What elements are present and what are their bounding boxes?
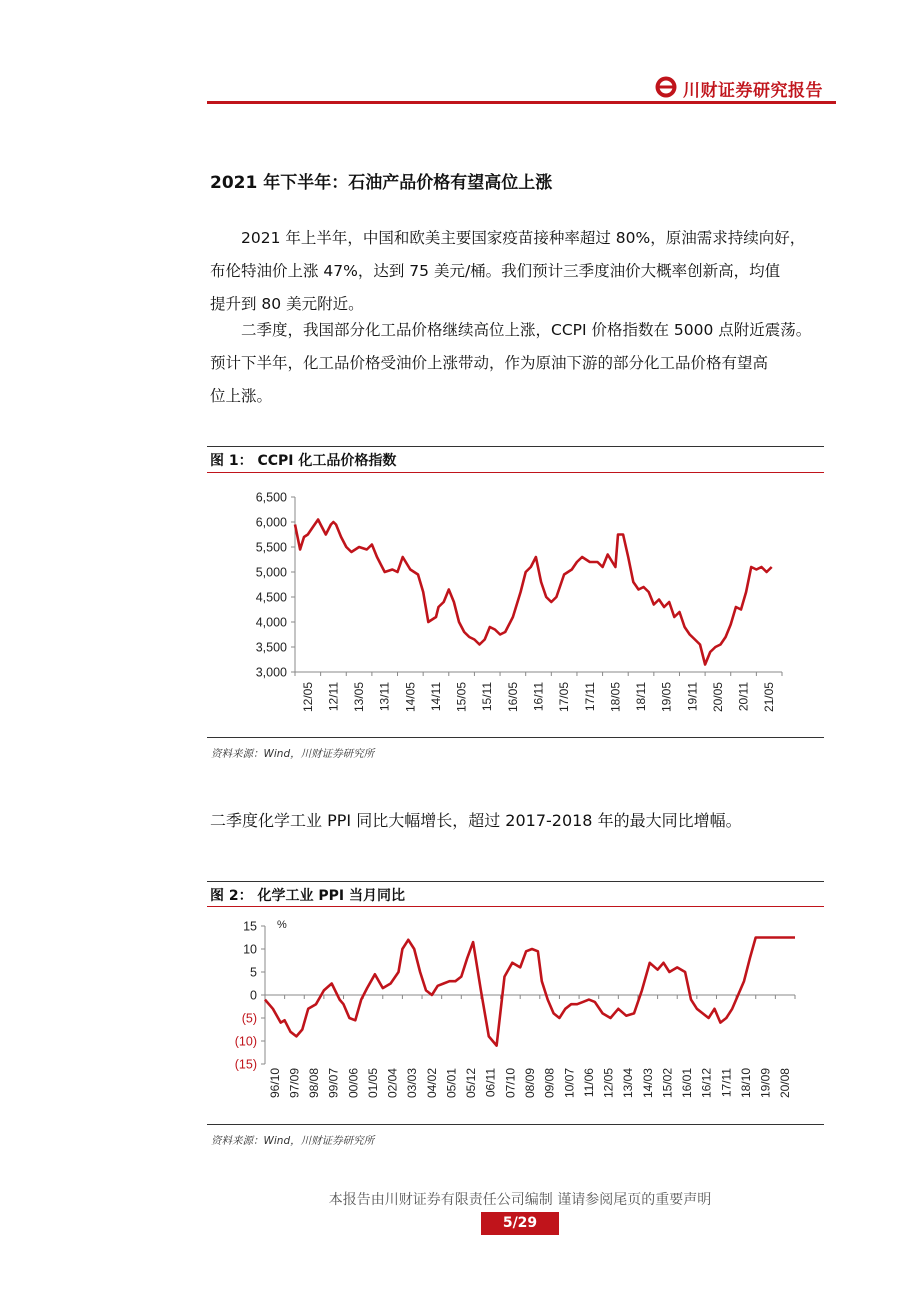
x-tick-label: 19/05 <box>659 682 674 713</box>
x-tick-label: 97/09 <box>287 1068 302 1099</box>
paragraph-line: 预计下半年，化工品价格受油价上涨带动，作为原油下游的部分化工品价格有望高 <box>210 354 769 372</box>
x-tick-label: 15/02 <box>660 1068 675 1099</box>
y-tick-label: (10) <box>234 1034 257 1049</box>
series-line <box>265 938 795 1046</box>
x-tick-label: 15/05 <box>454 682 469 713</box>
ccpi-chart <box>207 480 824 730</box>
y-tick-label: 3,000 <box>255 665 287 680</box>
x-tick-label: 10/07 <box>562 1068 577 1099</box>
x-tick-label: 14/05 <box>403 682 418 713</box>
figure-1-top-rule <box>207 446 824 447</box>
x-tick-label: 13/11 <box>377 682 392 712</box>
y-tick-label: 5,500 <box>255 540 287 555</box>
x-tick-label: 00/06 <box>346 1068 361 1099</box>
y-tick-label: 4,500 <box>255 590 287 605</box>
x-tick-label: 05/01 <box>444 1068 459 1099</box>
paragraph-line: 位上涨。 <box>210 387 273 405</box>
x-tick-label: 17/11 <box>719 1068 734 1098</box>
paragraph-line: 2021 年上半年，中国和欧美主要国家疫苗接种率超过 80%，原油需求持续向好， <box>241 229 806 247</box>
x-tick-label: 04/02 <box>424 1068 439 1099</box>
x-tick-label: 98/08 <box>307 1068 322 1099</box>
x-tick-label: 02/04 <box>385 1068 400 1099</box>
x-tick-label: 13/04 <box>621 1068 636 1099</box>
paragraph-line: 布伦特油价上涨 47%，达到 75 美元/桶。我们预计三季度油价大概率创新高，均值 <box>210 262 781 280</box>
y-tick-label: 5,000 <box>255 565 287 580</box>
x-tick-label: 13/05 <box>352 682 367 713</box>
x-tick-label: 11/06 <box>581 1068 596 1098</box>
series-line <box>295 520 772 665</box>
x-tick-label: 09/08 <box>542 1068 557 1099</box>
y-tick-label: 15 <box>243 919 257 934</box>
x-tick-label: 21/05 <box>762 682 777 713</box>
x-tick-label: 18/05 <box>608 682 623 713</box>
header-rule <box>207 101 836 104</box>
x-tick-label: 16/11 <box>531 682 546 712</box>
x-tick-label: 16/05 <box>505 682 520 713</box>
paragraph-line: 二季度，我国部分化工品价格继续高位上涨，CCPI 价格指数在 5000 点附近震荡。 <box>241 321 812 339</box>
x-tick-label: 19/11 <box>685 682 700 712</box>
figure-1-title: 图 1： CCPI 化工品价格指数 <box>210 453 397 469</box>
chuancai-logo-icon <box>655 76 677 98</box>
paragraph <box>210 314 810 413</box>
footer-note: 本报告由川财证券有限责任公司编制 谨请参阅尾页的重要声明 <box>328 1192 712 1208</box>
y-tick-label: (15) <box>234 1057 257 1072</box>
x-tick-label: 17/05 <box>557 682 572 713</box>
x-tick-label: 12/05 <box>601 1068 616 1099</box>
interlude-text: 二季度化学工业 PPI 同比大幅增长，超过 2017-2018 年的最大同比增幅。 <box>210 811 742 830</box>
y-tick-label: 5 <box>250 965 257 980</box>
x-tick-label: 20/08 <box>778 1068 793 1099</box>
x-tick-label: 03/03 <box>405 1068 420 1099</box>
x-tick-label: 16/01 <box>680 1068 695 1099</box>
y-unit-label: % <box>277 919 287 931</box>
x-tick-label: 01/05 <box>365 1068 380 1099</box>
x-tick-label: 17/11 <box>582 682 597 712</box>
x-tick-label: 06/11 <box>483 1068 498 1098</box>
x-tick-label: 18/10 <box>738 1068 753 1099</box>
x-tick-label: 20/05 <box>710 682 725 713</box>
x-tick-label: 12/05 <box>300 682 315 713</box>
x-tick-label: 14/03 <box>640 1068 655 1099</box>
figure-2-bottom-rule <box>207 1124 824 1125</box>
x-tick-label: 15/11 <box>480 682 495 712</box>
figure-1-title-rule <box>207 472 824 473</box>
figure-1-bottom-rule <box>207 737 824 738</box>
x-tick-label: 08/09 <box>523 1068 537 1099</box>
x-tick-label: 12/11 <box>326 682 341 712</box>
y-tick-label: 0 <box>250 988 257 1003</box>
y-tick-label: 3,500 <box>255 640 287 655</box>
y-tick-label: 4,000 <box>255 615 287 630</box>
y-tick-label: 6,500 <box>255 490 287 505</box>
page-number: 5/29 <box>481 1212 559 1235</box>
y-tick-label: (5) <box>241 1011 257 1026</box>
figure-2-title: 图 2： 化学工业 PPI 当月同比 <box>210 888 405 904</box>
x-tick-label: 16/12 <box>699 1068 714 1099</box>
paragraph-line: 提升到 80 美元附近。 <box>210 295 364 313</box>
x-tick-label: 20/11 <box>736 682 751 712</box>
paragraph <box>210 222 810 321</box>
x-tick-label: 05/12 <box>464 1068 479 1099</box>
figure-2-title-rule <box>207 906 824 907</box>
x-tick-label: 96/10 <box>267 1068 282 1099</box>
x-tick-label: 99/07 <box>326 1068 341 1099</box>
y-tick-label: 10 <box>243 942 257 957</box>
ppi-chart <box>207 912 824 1122</box>
figure-2-source: 资料来源：Wind，川财证券研究所 <box>211 1135 375 1147</box>
x-tick-label: 18/11 <box>634 682 649 712</box>
y-tick-label: 6,000 <box>255 515 287 530</box>
x-tick-label: 07/10 <box>503 1068 518 1099</box>
section-title: 2021 年下半年：石油产品价格有望高位上涨 <box>210 173 553 193</box>
x-tick-label: 14/11 <box>428 682 443 712</box>
header-brand: 川财证券研究报告 <box>683 81 823 101</box>
x-tick-label: 19/09 <box>758 1068 773 1099</box>
figure-2-top-rule <box>207 881 824 882</box>
figure-1-source: 资料来源：Wind，川财证券研究所 <box>211 748 375 760</box>
